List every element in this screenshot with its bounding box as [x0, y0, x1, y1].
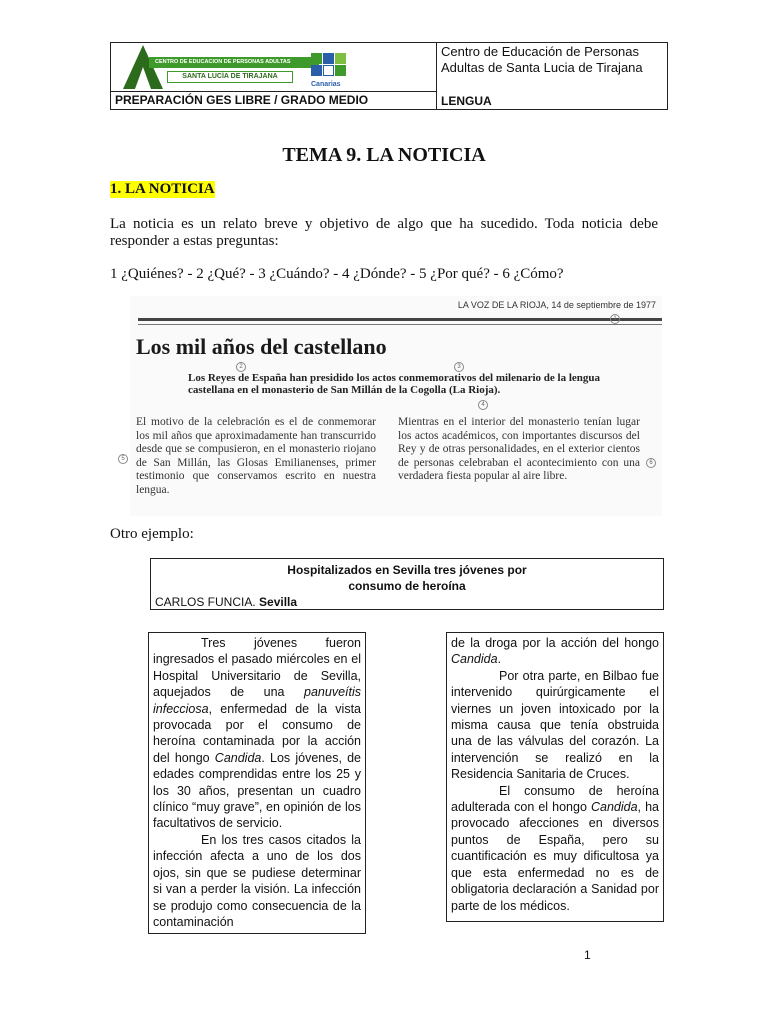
news-paragraph: En los tres casos citados la infección afecta a uno de los dos ojos, sin que se pudiese determinar si van a perder la visión. La infección se produjo como consecuencia de la contaminación [153, 832, 361, 929]
news-paragraph: El consumo de heroína adulterada con el hongo Candida, ha provocado afecciones en diversos puntos de España, pero su cuantificación es muy dificultosa ya que esta enfermedad no es de obligatoria declaración a Sanidad por parte de los médicos. [451, 783, 659, 913]
clipping-marker: 1 [610, 314, 620, 324]
clipping-column-right: Mientras en el interior del monasterio tenían lugar los actos académicos, con importantes discursos del Rey y de otras personalidades, en el exterior cientos de personas celebraban el acontecimiento con una verdadera fiesta popular al aire libre. [398, 416, 640, 482]
logo-band-top: CENTRO DE EDUCACION DE PERSONAS ADULTAS [149, 57, 319, 68]
header-divider [111, 91, 436, 92]
news-byline: CARLOS FUNCIA. Sevilla [155, 595, 298, 609]
clipping-marker: 5 [118, 454, 128, 464]
subject-name: LENGUA [441, 94, 492, 108]
logo-region: Canarias [311, 81, 341, 88]
section-title: 1. LA NOTICIA [110, 181, 215, 197]
newspaper-clipping [121, 296, 662, 516]
school-logo [121, 45, 351, 91]
news-paragraph: Tres jóvenes fueron ingresados el pasado miércoles en el Hospital Universitario de Sevilla, aquejados de una panuveítis infecciosa, enfermedad de la vista provocada por el consumo de heroína contaminada por la acción del hongo Candida. Los jóvenes, de edades comprendidas entre los 25 y los 30 años, presentan un cuadro clínico “muy grave”, en opinión de los facultativos de servicio. [153, 636, 361, 831]
news-paragraph: Por otra parte, en Bilbao fue intervenido quirúrgicamente el viernes un joven intoxicado por la misma causa que tenía obstruida una de las válvulas del corazón. La intervención se realizó en la Residencia Sanitaria de Cruces. [451, 668, 659, 782]
other-example-label: Otro ejemplo: [110, 526, 194, 542]
news-paragraph: de la droga por la acción del hongo Candida. [451, 636, 659, 667]
page-title: TEMA 9. LA NOTICIA [282, 144, 486, 166]
news-column-left [148, 632, 366, 934]
clipping-marker: 4 [478, 400, 488, 410]
logo-band-bottom: SANTA LUCÍA DE TIRAJANA [167, 71, 293, 83]
intro-paragraph: La noticia es un relato breve y objetivo de algo que ha sucedido. Toda noticia debe responder a estas preguntas: [110, 216, 658, 249]
news-headline-box [150, 558, 664, 610]
clipping-marker: 2 [236, 362, 246, 372]
news-column-right [446, 632, 664, 922]
page-number: 1 [584, 948, 591, 962]
clipping-lead: Los Reyes de España han presidido los actos conmemorativos del milenario de la lengua castellana en el monasterio de San Millán de la Cogolla (La Rioja). [188, 372, 601, 396]
clipping-marker: 3 [454, 362, 464, 372]
course-name: PREPARACIÓN GES LIBRE / GRADO MEDIO [115, 93, 369, 107]
document-header [110, 42, 668, 110]
news-headline: Hospitalizados en Sevilla tres jóvenes por consumo de heroína [287, 563, 527, 593]
header-divider [436, 43, 437, 109]
clipping-headline: Los mil años del castellano [136, 334, 387, 359]
center-name: Centro de Educación de Personas Adultas de Santa Lucia de Tirajana [441, 44, 643, 75]
clipping-date: LA VOZ DE LA RIOJA, 14 de septiembre de 1977 [457, 300, 656, 310]
clipping-column-left: El motivo de la celebración es el de conmemorar los mil años que aproximadamente han transcurrido desde que se compusieron, en el monasterio riojano de San Millán, las Glosas Emilianenses, primer testimonio que conservamos escrito en nuestra lengua. [136, 416, 376, 496]
clipping-marker: 6 [646, 458, 656, 468]
questions-line: 1 ¿Quiénes? - 2 ¿Qué? - 3 ¿Cuándo? - 4 ¿Dónde? - 5 ¿Por qué? - 6 ¿Cómo? [110, 266, 564, 282]
